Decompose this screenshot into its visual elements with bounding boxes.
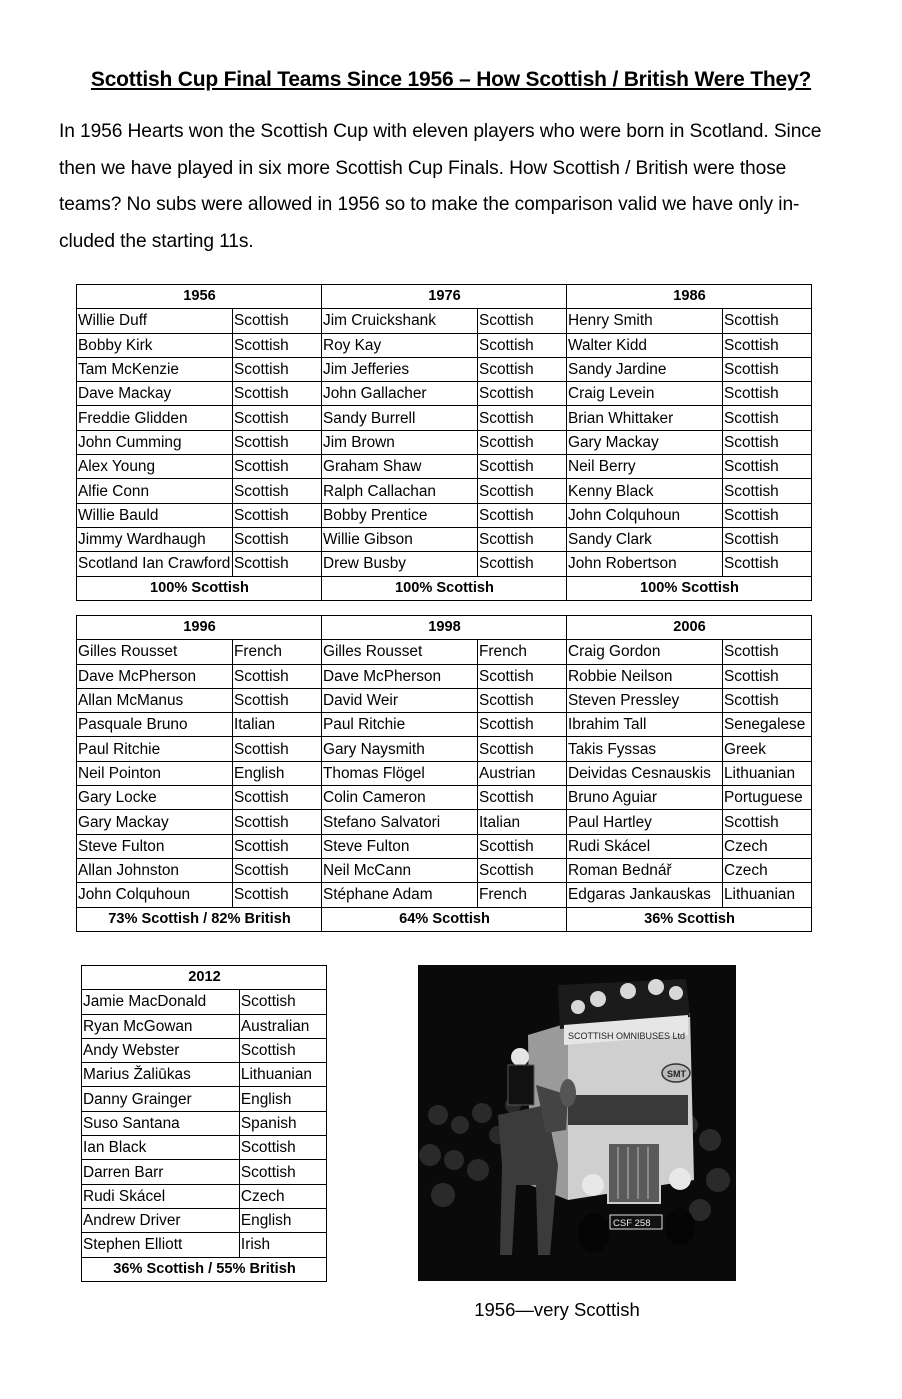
page-title: Scottish Cup Final Teams Since 1956 – How Scottish / British Were They? xyxy=(90,68,812,91)
player-nationality: Czech xyxy=(723,858,812,882)
player-name: Ralph Callachan xyxy=(322,479,478,503)
player-name: Steven Pressley xyxy=(567,688,723,712)
table-row xyxy=(82,1160,327,1184)
player-name: Willie Gibson xyxy=(322,527,478,551)
player-nationality: Scottish xyxy=(233,527,322,551)
player-nationality: Australian xyxy=(239,1014,326,1038)
player-name: Takis Fyssas xyxy=(567,737,723,761)
player-name: Gary Naysmith xyxy=(322,737,478,761)
table-row xyxy=(77,713,812,737)
player-name: Paul Ritchie xyxy=(322,713,478,737)
player-nationality: Scottish xyxy=(233,333,322,357)
table-row xyxy=(77,810,812,834)
player-nationality: Czech xyxy=(723,834,812,858)
player-name: Stephen Elliott xyxy=(82,1233,240,1257)
player-nationality: Scottish xyxy=(723,430,812,454)
table-row xyxy=(82,1136,327,1160)
table-row xyxy=(77,552,812,576)
player-name: Jimmy Wardhaugh xyxy=(77,527,233,551)
table-row xyxy=(77,688,812,712)
table-row xyxy=(77,309,812,333)
player-nationality: French xyxy=(233,640,322,664)
player-name: John Robertson xyxy=(567,552,723,576)
player-name: Walter Kidd xyxy=(567,333,723,357)
player-name: Bobby Kirk xyxy=(77,333,233,357)
player-nationality: Scottish xyxy=(478,552,567,576)
player-nationality: Scottish xyxy=(723,357,812,381)
final-total-percentage: 100% Scottish xyxy=(567,576,812,600)
player-name: Jim Jefferies xyxy=(322,357,478,381)
player-name: Sandy Burrell xyxy=(322,406,478,430)
table-row xyxy=(82,1038,327,1062)
table-row xyxy=(82,1233,327,1257)
player-name: Andrew Driver xyxy=(82,1208,240,1232)
player-name: Steve Fulton xyxy=(322,834,478,858)
player-name: Stéphane Adam xyxy=(322,883,478,907)
player-name: Edgaras Jankauskas xyxy=(567,883,723,907)
player-nationality: Scottish xyxy=(233,858,322,882)
player-nationality: Lithuanian xyxy=(239,1063,326,1087)
final-total-percentage: 73% Scottish / 82% British xyxy=(77,907,322,931)
table-row xyxy=(77,640,812,664)
final-total-percentage: 100% Scottish xyxy=(77,576,322,600)
player-name: Stefano Salvatori xyxy=(322,810,478,834)
finals-table-2012 xyxy=(81,965,327,1282)
table-total-row xyxy=(82,1257,327,1281)
player-name: Pasquale Bruno xyxy=(77,713,233,737)
player-nationality: Scottish xyxy=(233,737,322,761)
table-row xyxy=(77,479,812,503)
final-year-heading: 1986 xyxy=(567,285,812,309)
player-name: Andy Webster xyxy=(82,1038,240,1062)
final-total-percentage: 64% Scottish xyxy=(322,907,567,931)
player-nationality: Scottish xyxy=(478,357,567,381)
player-name: Alfie Conn xyxy=(77,479,233,503)
player-nationality: Portuguese xyxy=(723,786,812,810)
table-row xyxy=(77,382,812,406)
player-nationality: Scottish xyxy=(233,552,322,576)
table-row xyxy=(77,430,812,454)
intro-paragraph: In 1956 Hearts won the Scottish Cup with eleven players who were born in Scotland. Since then we have played in six more Scottish Cup Finals. How Scottish / British were those teams? No subs were allowed in 1956 so to make the comparison valid we have only in-cluded the starting 11s. xyxy=(59,121,822,252)
player-nationality: Scottish xyxy=(478,527,567,551)
table-row xyxy=(82,1063,327,1087)
player-nationality: Scottish xyxy=(478,786,567,810)
player-nationality: Scottish xyxy=(233,664,322,688)
player-name: Deividas Cesnauskis xyxy=(567,761,723,785)
player-name: Suso Santana xyxy=(82,1111,240,1135)
player-nationality: Scottish xyxy=(478,333,567,357)
player-name: Danny Grainger xyxy=(82,1087,240,1111)
player-nationality: Scottish xyxy=(233,503,322,527)
player-name: Jim Cruickshank xyxy=(322,309,478,333)
table-header-row xyxy=(77,616,812,640)
table-row xyxy=(82,990,327,1014)
player-nationality: Scottish xyxy=(233,430,322,454)
player-nationality: English xyxy=(233,761,322,785)
table-row xyxy=(77,737,812,761)
player-name: Paul Ritchie xyxy=(77,737,233,761)
player-nationality: Scottish xyxy=(233,834,322,858)
player-nationality: Scottish xyxy=(233,688,322,712)
player-name: Colin Cameron xyxy=(322,786,478,810)
player-name: Alex Young xyxy=(77,455,233,479)
player-nationality: Scottish xyxy=(723,455,812,479)
player-name: Thomas Flögel xyxy=(322,761,478,785)
player-nationality: Scottish xyxy=(478,430,567,454)
player-nationality: French xyxy=(478,640,567,664)
finals-table-1996-2006 xyxy=(76,615,812,932)
player-name: John Colquhoun xyxy=(567,503,723,527)
table-row xyxy=(77,527,812,551)
player-nationality: Spanish xyxy=(239,1111,326,1135)
player-name: Freddie Glidden xyxy=(77,406,233,430)
player-name: John Cumming xyxy=(77,430,233,454)
player-nationality: Scottish xyxy=(478,479,567,503)
final-total-percentage: 36% Scottish xyxy=(567,907,812,931)
player-name: Willie Bauld xyxy=(77,503,233,527)
player-nationality: Italian xyxy=(233,713,322,737)
table-row xyxy=(77,455,812,479)
player-name: Robbie Neilson xyxy=(567,664,723,688)
bus-sign-text: SCOTTISH OMNIBUSES Ltd xyxy=(568,1031,686,1041)
player-name: Kenny Black xyxy=(567,479,723,503)
player-nationality: Scottish xyxy=(478,737,567,761)
player-nationality: Scottish xyxy=(233,479,322,503)
player-nationality: Scottish xyxy=(233,382,322,406)
player-nationality: Scottish xyxy=(239,1136,326,1160)
table-header-row xyxy=(77,285,812,309)
player-name: Bobby Prentice xyxy=(322,503,478,527)
player-nationality: Scottish xyxy=(723,664,812,688)
player-name: Jamie MacDonald xyxy=(82,990,240,1014)
player-name: Bruno Aguiar xyxy=(567,786,723,810)
player-nationality: Scottish xyxy=(478,858,567,882)
player-name: Henry Smith xyxy=(567,309,723,333)
table-row xyxy=(77,406,812,430)
player-nationality: Senegalese xyxy=(723,713,812,737)
player-name: Darren Barr xyxy=(82,1160,240,1184)
player-name: Ian Black xyxy=(82,1136,240,1160)
player-nationality: Scottish xyxy=(233,786,322,810)
player-nationality: Czech xyxy=(239,1184,326,1208)
player-name: Sandy Clark xyxy=(567,527,723,551)
player-name: Drew Busby xyxy=(322,552,478,576)
player-name: David Weir xyxy=(322,688,478,712)
celebration-photo xyxy=(418,965,736,1281)
player-name: Scotland Ian Crawford xyxy=(77,552,233,576)
player-nationality: Scottish xyxy=(723,688,812,712)
player-nationality: Scottish xyxy=(478,664,567,688)
player-nationality: Scottish xyxy=(723,503,812,527)
player-nationality: Scottish xyxy=(239,1160,326,1184)
player-name: Neil Berry xyxy=(567,455,723,479)
player-name: Neil Pointon xyxy=(77,761,233,785)
player-nationality: Scottish xyxy=(723,479,812,503)
player-nationality: Scottish xyxy=(478,834,567,858)
player-nationality: Scottish xyxy=(233,883,322,907)
player-nationality: Scottish xyxy=(233,455,322,479)
player-name: Gilles Rousset xyxy=(322,640,478,664)
player-name: Marius Žaliūkas xyxy=(82,1063,240,1087)
player-nationality: English xyxy=(239,1208,326,1232)
player-nationality: Scottish xyxy=(723,810,812,834)
table-row xyxy=(77,333,812,357)
player-name: Gary Mackay xyxy=(77,810,233,834)
player-name: Gary Locke xyxy=(77,786,233,810)
player-name: Sandy Jardine xyxy=(567,357,723,381)
player-nationality: Scottish xyxy=(723,406,812,430)
player-nationality: Lithuanian xyxy=(723,761,812,785)
player-nationality: Scottish xyxy=(239,990,326,1014)
table-row xyxy=(77,503,812,527)
player-nationality: Scottish xyxy=(723,333,812,357)
player-nationality: Scottish xyxy=(233,357,322,381)
player-nationality: Scottish xyxy=(233,309,322,333)
player-nationality: Scottish xyxy=(233,810,322,834)
player-name: Dave Mackay xyxy=(77,382,233,406)
table-row xyxy=(77,761,812,785)
final-year-heading: 1976 xyxy=(322,285,567,309)
final-total-percentage: 36% Scottish / 55% British xyxy=(82,1257,327,1281)
player-nationality: Scottish xyxy=(478,455,567,479)
bus-badge-text: SMT xyxy=(667,1069,686,1079)
table-row xyxy=(82,1208,327,1232)
player-name: Craig Gordon xyxy=(567,640,723,664)
table-row xyxy=(77,357,812,381)
player-name: Brian Whittaker xyxy=(567,406,723,430)
player-name: Dave McPherson xyxy=(77,664,233,688)
player-name: Steve Fulton xyxy=(77,834,233,858)
player-nationality: Scottish xyxy=(478,503,567,527)
player-nationality: French xyxy=(478,883,567,907)
player-name: John Gallacher xyxy=(322,382,478,406)
player-nationality: Scottish xyxy=(723,382,812,406)
player-name: Ryan McGowan xyxy=(82,1014,240,1038)
final-year-heading: 2006 xyxy=(567,616,812,640)
player-name: Graham Shaw xyxy=(322,455,478,479)
final-year-heading: 1996 xyxy=(77,616,322,640)
player-name: Dave McPherson xyxy=(322,664,478,688)
player-name: Willie Duff xyxy=(77,309,233,333)
table-row xyxy=(82,1184,327,1208)
table-header-row xyxy=(82,966,327,990)
table-row xyxy=(82,1111,327,1135)
player-nationality: Scottish xyxy=(723,309,812,333)
table-row xyxy=(77,786,812,810)
plate-text: CSF 258 xyxy=(613,1218,651,1229)
player-name: Neil McCann xyxy=(322,858,478,882)
player-nationality: Scottish xyxy=(478,406,567,430)
player-name: Gilles Rousset xyxy=(77,640,233,664)
final-year-heading: 1956 xyxy=(77,285,322,309)
player-name: Ibrahim Tall xyxy=(567,713,723,737)
player-nationality: Scottish xyxy=(233,406,322,430)
player-nationality: Scottish xyxy=(723,552,812,576)
player-nationality: Austrian xyxy=(478,761,567,785)
table-row xyxy=(82,1014,327,1038)
table-row xyxy=(77,858,812,882)
player-name: Tam McKenzie xyxy=(77,357,233,381)
player-nationality: Scottish xyxy=(478,309,567,333)
player-nationality: English xyxy=(239,1087,326,1111)
player-name: Allan Johnston xyxy=(77,858,233,882)
player-nationality: Scottish xyxy=(478,713,567,737)
player-nationality: Scottish xyxy=(478,382,567,406)
table-row xyxy=(82,1087,327,1111)
player-nationality: Italian xyxy=(478,810,567,834)
player-name: Allan McManus xyxy=(77,688,233,712)
finals-table-1956-1986 xyxy=(76,284,812,601)
player-nationality: Scottish xyxy=(478,688,567,712)
player-nationality: Scottish xyxy=(723,527,812,551)
player-nationality: Irish xyxy=(239,1233,326,1257)
player-name: Gary Mackay xyxy=(567,430,723,454)
player-nationality: Scottish xyxy=(723,640,812,664)
player-name: Rudi Skácel xyxy=(82,1184,240,1208)
player-name: John Colquhoun xyxy=(77,883,233,907)
player-name: Craig Levein xyxy=(567,382,723,406)
final-total-percentage: 100% Scottish xyxy=(322,576,567,600)
player-name: Rudi Skácel xyxy=(567,834,723,858)
player-name: Paul Hartley xyxy=(567,810,723,834)
player-name: Roman Bednář xyxy=(567,858,723,882)
final-year-heading: 1998 xyxy=(322,616,567,640)
table-total-row xyxy=(77,576,812,600)
player-nationality: Scottish xyxy=(239,1038,326,1062)
table-total-row xyxy=(77,907,812,931)
player-name: Roy Kay xyxy=(322,333,478,357)
player-nationality: Greek xyxy=(723,737,812,761)
table-row xyxy=(77,664,812,688)
table-row xyxy=(77,883,812,907)
photo-caption: 1956—very Scottish xyxy=(474,1299,640,1320)
table-row xyxy=(77,834,812,858)
player-nationality: Lithuanian xyxy=(723,883,812,907)
final-year-heading: 2012 xyxy=(82,966,327,990)
player-name: Jim Brown xyxy=(322,430,478,454)
